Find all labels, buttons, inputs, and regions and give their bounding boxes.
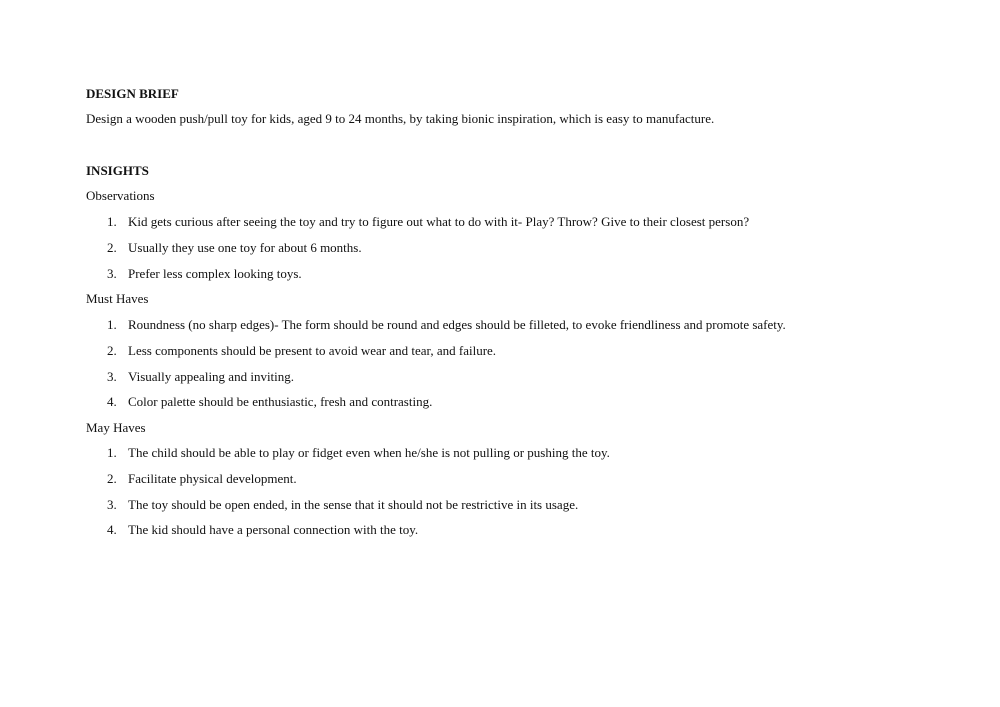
list-item-text: Color palette should be enthusiastic, fresh and contrasting. — [128, 394, 433, 410]
list-item-text: Less components should be present to avoid wear and tear, and failure. — [128, 342, 497, 358]
observations-title: Observations — [86, 188, 155, 203]
list-item-text: Prefer less complex looking toys. — [128, 265, 302, 281]
list-item-text: Facilitate physical development. — [128, 470, 297, 486]
list-item-text: The toy should be open ended, in the sense that it should not be restrictive in its usage. — [128, 496, 579, 512]
design-brief-heading: DESIGN BRIEF — [86, 86, 179, 101]
list-item-number: 1. — [107, 214, 117, 229]
list-item-number: 2. — [107, 239, 117, 255]
list-item-number: 4. — [107, 394, 117, 410]
insights-heading: INSIGHTS — [86, 163, 149, 178]
may-haves-title: May Haves — [86, 420, 146, 435]
list-item-text: The kid should have a personal connection with the toy. — [128, 522, 419, 538]
list-item-number: 1. — [107, 445, 117, 460]
list-item-text: The child should be able to play or fidget even when he/she is not pulling or pushing the toy. — [128, 445, 610, 460]
list-item-text: Usually they use one toy for about 6 months. — [128, 239, 362, 255]
must-haves-title: Must Haves — [86, 291, 149, 306]
list-item-number: 2. — [107, 470, 117, 486]
design-brief-text: Design a wooden push/pull toy for kids, aged 9 to 24 months, by taking bionic inspiration, which is easy to manufacture. — [86, 111, 715, 126]
list-item-text: Visually appealing and inviting. — [128, 368, 295, 384]
list-item-text: Kid gets curious after seeing the toy and try to figure out what to do with it- Play? Throw? Give to their closest person? — [128, 214, 750, 229]
list-item-number: 4. — [107, 522, 117, 538]
list-item-text: Roundness (no sharp edges)- The form should be round and edges should be filleted, to evoke friendliness and promote safety. — [128, 317, 786, 332]
list-item-number: 1. — [107, 317, 117, 332]
list-item-number: 3. — [107, 496, 117, 512]
list-item-number: 3. — [107, 368, 117, 384]
list-item-number: 2. — [107, 342, 117, 358]
list-item-number: 3. — [107, 265, 117, 281]
